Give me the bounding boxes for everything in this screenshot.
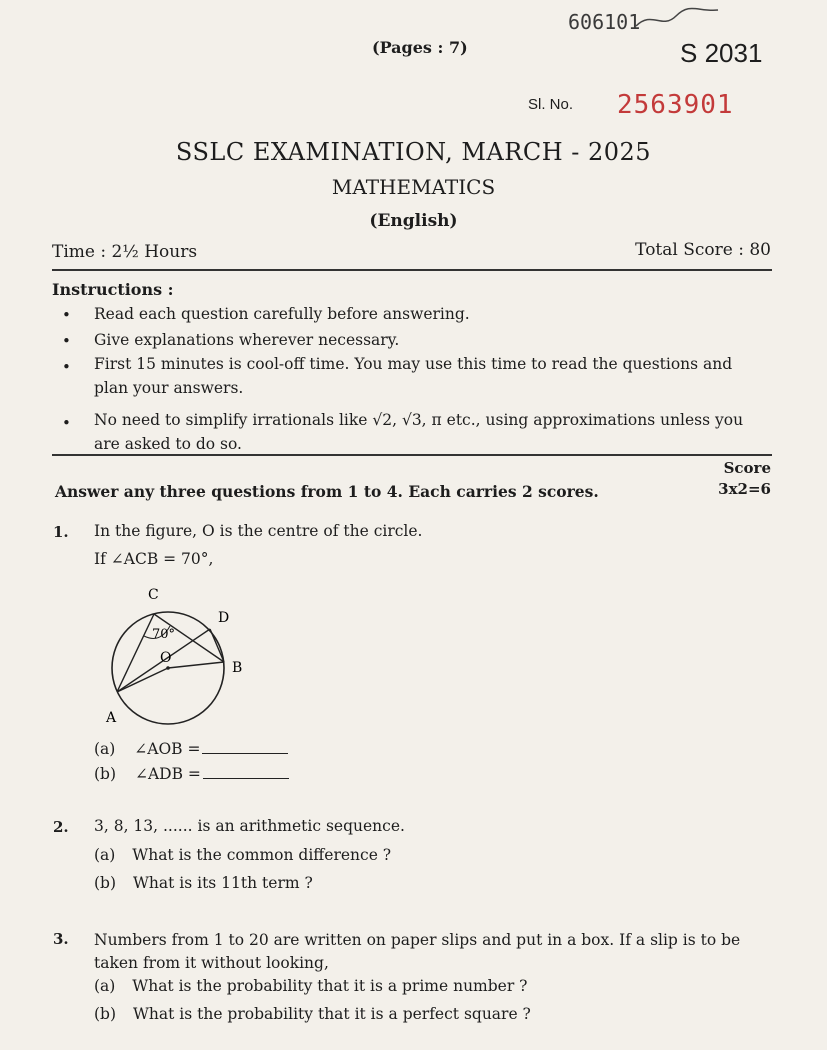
instruction-item: Give explanations wherever necessary. xyxy=(94,331,400,349)
total-score: Total Score : 80 xyxy=(635,240,771,260)
part-text: What is its 11th term ? xyxy=(132,874,313,892)
instruction-item: No need to simplify irrationals like √2, √3, π etc., using approximations unless you are asked to do so. xyxy=(94,411,744,453)
part-row xyxy=(94,1005,531,1023)
label-a: A xyxy=(106,710,117,726)
radius-ob xyxy=(168,662,224,668)
score-value: 3x2=6 xyxy=(718,480,771,498)
exam-title: SSLC EXAMINATION, MARCH - 2025 xyxy=(175,138,652,166)
answer-blank[interactable] xyxy=(203,765,289,779)
part-row xyxy=(94,765,289,783)
serial-number: 2563901 xyxy=(617,90,734,120)
radius-oa xyxy=(117,668,168,692)
part-label: (b) xyxy=(94,765,117,783)
time-allowed: Time : 2½ Hours xyxy=(52,242,198,262)
question-number: 3. xyxy=(53,930,69,948)
subject-title: MATHEMATICS xyxy=(331,175,496,199)
handwritten-scribble xyxy=(632,4,722,32)
question-number: 2. xyxy=(53,818,69,836)
part-row xyxy=(94,874,313,892)
instructions-heading: Instructions : xyxy=(52,280,174,299)
part-row xyxy=(94,977,528,995)
divider-top xyxy=(52,269,772,271)
part-label: (a) xyxy=(94,740,116,758)
circle-figure xyxy=(100,584,270,734)
medium-label: (English) xyxy=(369,211,458,231)
label-o: O xyxy=(160,650,172,666)
bullet-icon: • xyxy=(62,306,71,324)
centre-dot xyxy=(166,666,170,670)
label-d: D xyxy=(218,610,230,626)
handwritten-code: 606101 xyxy=(568,10,641,34)
question-number: 1. xyxy=(53,523,69,541)
question-text: 3, 8, 13, ...... is an arithmetic sequence. xyxy=(94,817,405,835)
answer-blank[interactable] xyxy=(202,740,288,754)
part-label: (a) xyxy=(94,846,116,864)
label-c: C xyxy=(148,587,159,603)
part-text: What is the probability that it is a prime number ? xyxy=(132,977,528,995)
bullet-icon: • xyxy=(62,414,71,432)
part-label: (b) xyxy=(94,1005,117,1023)
instruction-item: First 15 minutes is cool-off time. You may use this time to read the questions and plan your answers. xyxy=(94,355,733,397)
part-label: (a) xyxy=(94,977,116,995)
part-text: What is the probability that it is a perfect square ? xyxy=(132,1005,531,1023)
question-text: Numbers from 1 to 20 are written on paper slips and put in a box. If a slip is to be taken from it without looking, xyxy=(94,931,741,972)
part-text: ∠AOB = xyxy=(134,740,201,758)
score-label: Score xyxy=(723,459,771,477)
question-text: In the figure, O is the centre of the circle. xyxy=(94,522,423,540)
serial-label: Sl. No. xyxy=(528,96,574,113)
page-count: (Pages : 7) xyxy=(372,38,468,57)
part-row xyxy=(94,740,288,758)
bullet-icon: • xyxy=(62,332,71,350)
section-heading: Answer any three questions from 1 to 4. Each carries 2 scores. xyxy=(55,482,599,501)
instruction-item: Read each question carefully before answering. xyxy=(94,305,470,323)
part-row xyxy=(94,846,391,864)
angle-label: 70° xyxy=(152,627,176,642)
bullet-icon: • xyxy=(62,358,71,376)
question-given: If ∠ACB = 70°, xyxy=(94,550,214,568)
label-b: B xyxy=(232,660,243,676)
part-text: ∠ADB = xyxy=(134,765,201,783)
part-text: What is the common difference ? xyxy=(132,846,392,864)
divider-bottom xyxy=(52,454,772,456)
part-label: (b) xyxy=(94,874,117,892)
paper-code: S 2031 xyxy=(680,38,763,68)
